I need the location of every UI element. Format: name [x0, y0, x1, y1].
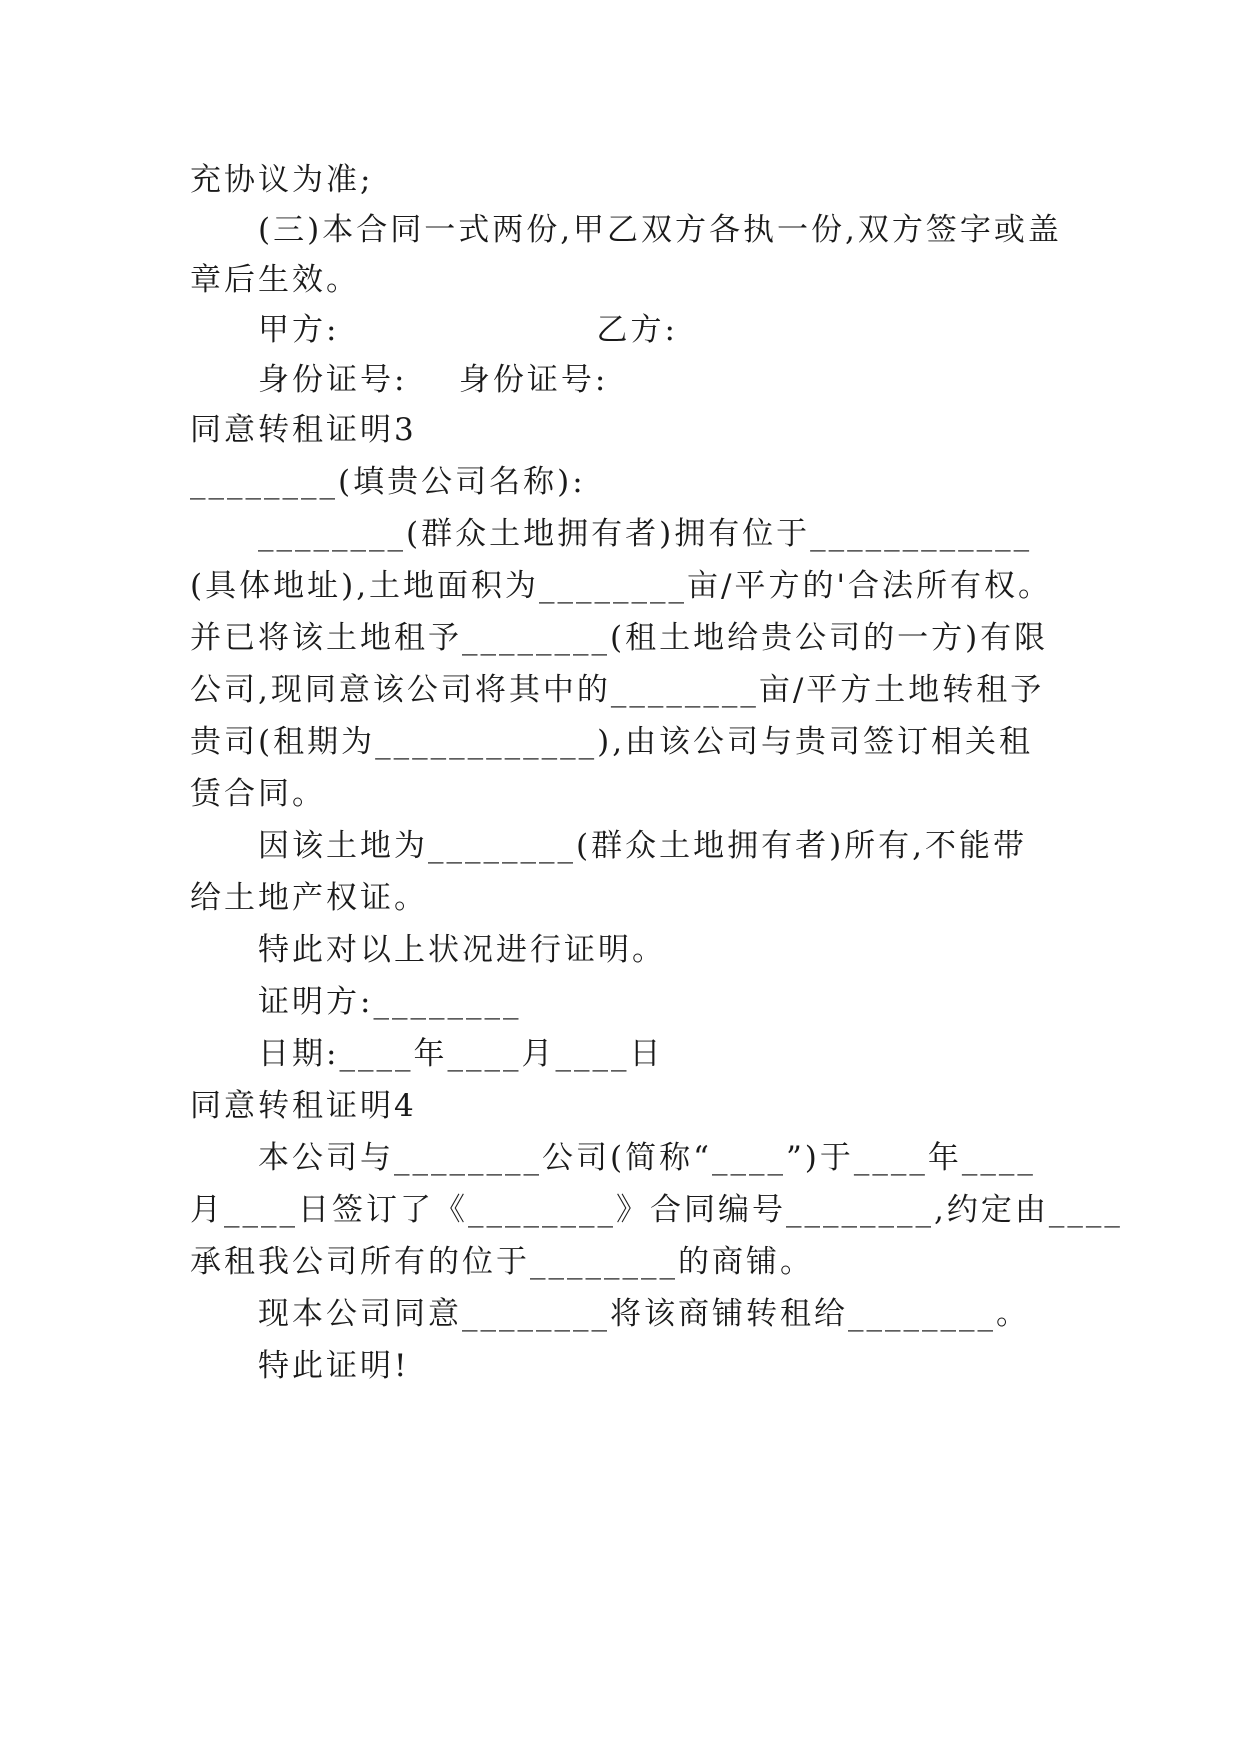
- paragraph-line: 给土地产权证。: [190, 880, 428, 916]
- paragraph-line: 章后生效。: [190, 262, 360, 298]
- paragraph-line: 因该土地为________(群众土地拥有者)所有,不能带: [258, 828, 1028, 864]
- paragraph-line: 特此对以上状况进行证明。: [258, 932, 666, 968]
- section-title: 同意转租证明3: [190, 412, 417, 448]
- paragraph-line: 本公司与________公司(简称“____”)于____年____: [258, 1140, 1036, 1176]
- certifier-line: 证明方:________: [258, 984, 522, 1020]
- paragraph-line: (三)本合同一式两份,甲乙双方各执一份,双方签字或盖: [258, 212, 1062, 248]
- date-line: 日期:____年____月____日: [258, 1036, 664, 1072]
- signature-line-parties: 甲方: 乙方:: [258, 312, 678, 348]
- paragraph-line: 贵司(租期为____________),由该公司与贵司签订相关租: [190, 724, 1034, 760]
- signature-line-id: 身份证号: 身份证号:: [258, 362, 609, 398]
- paragraph-line: ________(群众土地拥有者)拥有位于____________: [258, 516, 1033, 552]
- paragraph-line: (具体地址),土地面积为________亩/平方的'合法所有权。: [190, 568, 1053, 604]
- paragraph-line: 公司,现同意该公司将其中的________亩/平方土地转租予: [190, 672, 1045, 708]
- addressee-line: ________(填贵公司名称):: [190, 464, 586, 500]
- paragraph-line: 承租我公司所有的位于________的商铺。: [190, 1244, 814, 1280]
- section-title: 同意转租证明4: [190, 1088, 417, 1124]
- paragraph-line: 充协议为准;: [190, 162, 374, 198]
- paragraph-line: 赁合同。: [190, 776, 326, 812]
- closing-line: 特此证明!: [258, 1348, 410, 1384]
- paragraph-line: 并已将该土地租予________(租土地给贵公司的一方)有限: [190, 620, 1049, 656]
- paragraph-line: 现本公司同意________将该商铺转租给________。: [258, 1296, 1030, 1332]
- paragraph-line: 月____日签订了《________》合同编号________,约定由____: [190, 1192, 1123, 1228]
